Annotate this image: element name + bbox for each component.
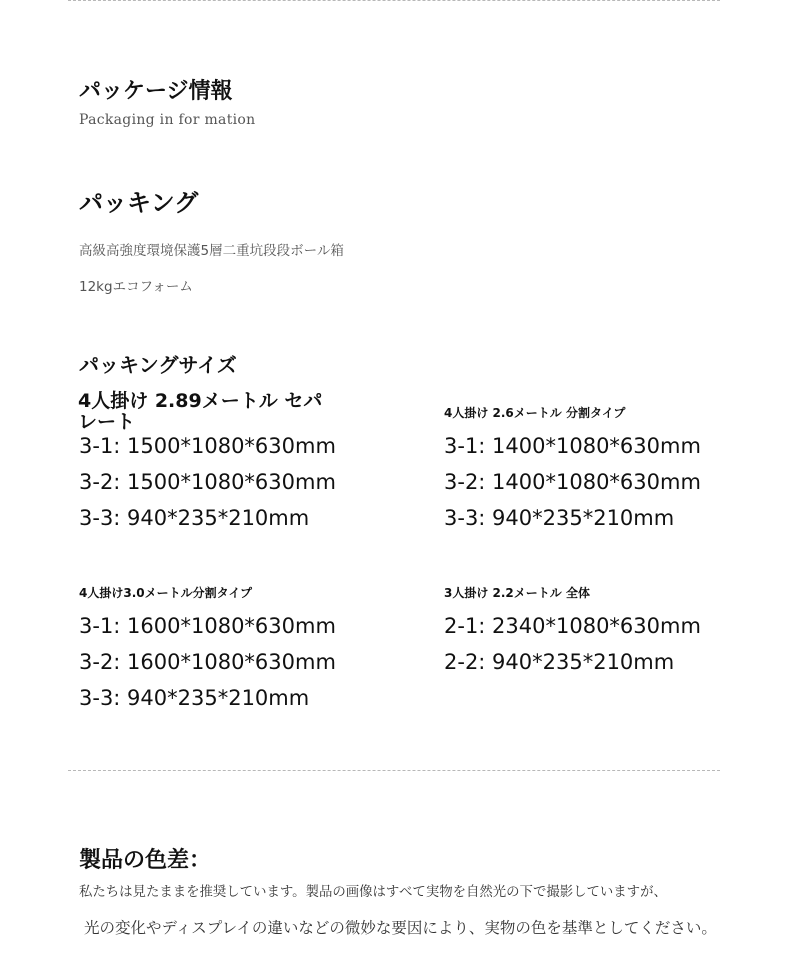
size-group-title: 4人掛け3.0メートル分割タイプ bbox=[79, 586, 253, 600]
size-line: 3-2: 1600*1080*630mm bbox=[79, 650, 336, 674]
size-group-title: 4人掛け 2.89メートル セパレート bbox=[78, 390, 323, 433]
top-divider bbox=[68, 0, 720, 1]
size-line: 3-1: 1500*1080*630mm bbox=[79, 434, 336, 458]
size-line: 3-2: 1400*1080*630mm bbox=[444, 470, 701, 494]
packing-title: パッキング bbox=[79, 189, 199, 217]
size-group-title: 3人掛け 2.2メートル 全体 bbox=[444, 586, 590, 600]
color-difference-line-2: 光の変化やディスプレイの違いなどの微妙な要因により、実物の色を基準としてください。 bbox=[84, 919, 717, 937]
packing-line-1: 高級高強度環境保護5層二重坑段段ボール箱 bbox=[79, 243, 344, 259]
color-difference-line-1: 私たちは見たままを推奨しています。製品の画像はすべて実物を自然光の下で撮影していますが、 bbox=[79, 885, 667, 900]
packing-line-2: 12kgエコフォーム bbox=[79, 279, 193, 295]
size-line: 3-3: 940*235*210mm bbox=[79, 506, 310, 530]
size-group-title: 4人掛け 2.6メートル 分割タイプ bbox=[444, 406, 626, 420]
size-line: 3-2: 1500*1080*630mm bbox=[79, 470, 336, 494]
packing-sizes-title: パッキングサイズ bbox=[79, 353, 237, 377]
package-info-title: パッケージ情報 bbox=[79, 79, 233, 104]
middle-divider bbox=[68, 770, 720, 771]
size-line: 3-3: 940*235*210mm bbox=[79, 686, 310, 710]
size-line: 3-3: 940*235*210mm bbox=[444, 506, 675, 530]
color-difference-title: 製品の色差： bbox=[79, 848, 212, 873]
size-line: 3-1: 1400*1080*630mm bbox=[444, 434, 701, 458]
size-line: 2-1: 2340*1080*630mm bbox=[444, 614, 701, 638]
package-info-subtitle: Packaging in for mation bbox=[79, 112, 256, 128]
size-line: 2-2: 940*235*210mm bbox=[444, 650, 675, 674]
size-line: 3-1: 1600*1080*630mm bbox=[79, 614, 336, 638]
